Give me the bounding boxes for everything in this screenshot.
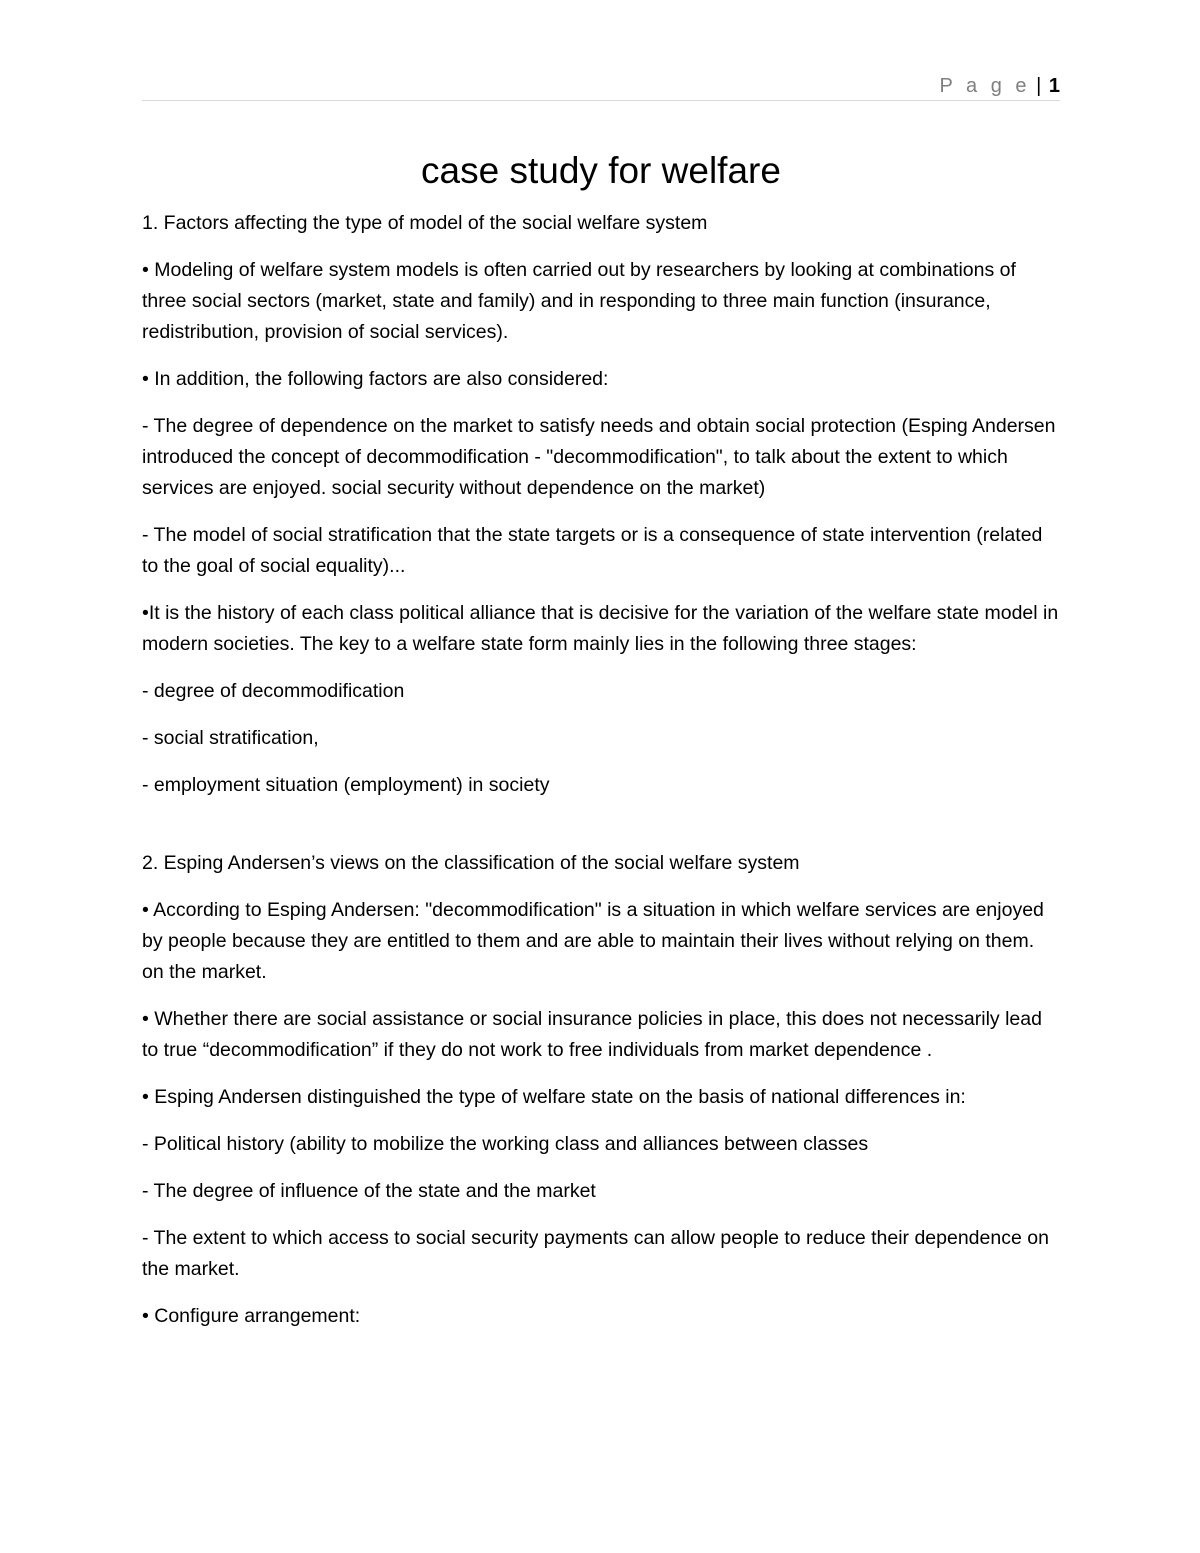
- page-word: P a g e: [939, 75, 1031, 97]
- paragraph: - The degree of dependence on the market to satisfy needs and obtain social protection (Esping Andersen introduced the concept of decommodification - "decommodification", to talk about the extent to which services are enjoyed. social security without dependence on the market): [142, 415, 1056, 499]
- page-header: [142, 70, 1060, 101]
- section-heading: 1. Factors affecting the type of model of the social welfare system: [142, 212, 708, 234]
- paragraph: • In addition, the following factors are also considered:: [142, 368, 609, 390]
- paragraph: • Configure arrangement:: [142, 1305, 361, 1327]
- list-item: - degree of decommodification: [142, 680, 405, 702]
- paragraph: • Esping Andersen distinguished the type of welfare state on the basis of national differences in:: [142, 1086, 966, 1108]
- section-heading: 2. Esping Andersen’s views on the classification of the social welfare system: [142, 852, 800, 874]
- page-number: 1: [1048, 75, 1060, 97]
- list-item: - The degree of influence of the state and the market: [142, 1180, 596, 1202]
- document-body: [142, 148, 1060, 1348]
- paragraph: • Whether there are social assistance or social insurance policies in place, this does not necessarily lead to true “decommodification” if they do not work to free individuals from market dependence .: [142, 1008, 1042, 1061]
- document-title: case study for welfare: [421, 150, 781, 191]
- list-item: - employment situation (employment) in society: [142, 774, 550, 796]
- paragraph: •It is the history of each class political alliance that is decisive for the variation of the welfare state model in modern societies. The key to a welfare state form mainly lies in the following three stages:: [142, 602, 1059, 655]
- blank-line: [142, 817, 1060, 848]
- list-item: - Political history (ability to mobilize the working class and alliances between classes: [142, 1133, 869, 1155]
- page-separator: |: [1036, 75, 1042, 97]
- list-item: - social stratification,: [142, 727, 319, 749]
- page-number-label: [940, 74, 1060, 98]
- paragraph: • Modeling of welfare system models is often carried out by researchers by looking at combinations of three social sectors (market, state and family) and in responding to three main function (insurance, redistribution, provision of social services).: [142, 259, 1016, 343]
- paragraph: • According to Esping Andersen: "decommodification" is a situation in which welfare services are enjoyed by people because they are entitled to them and are able to maintain their lives without relying on them. on the market.: [142, 899, 1044, 983]
- list-item: - The extent to which access to social security payments can allow people to reduce their dependence on the market.: [142, 1227, 1049, 1280]
- paragraph: - The model of social stratification that the state targets or is a consequence of state intervention (related to the goal of social equality)...: [142, 524, 1043, 577]
